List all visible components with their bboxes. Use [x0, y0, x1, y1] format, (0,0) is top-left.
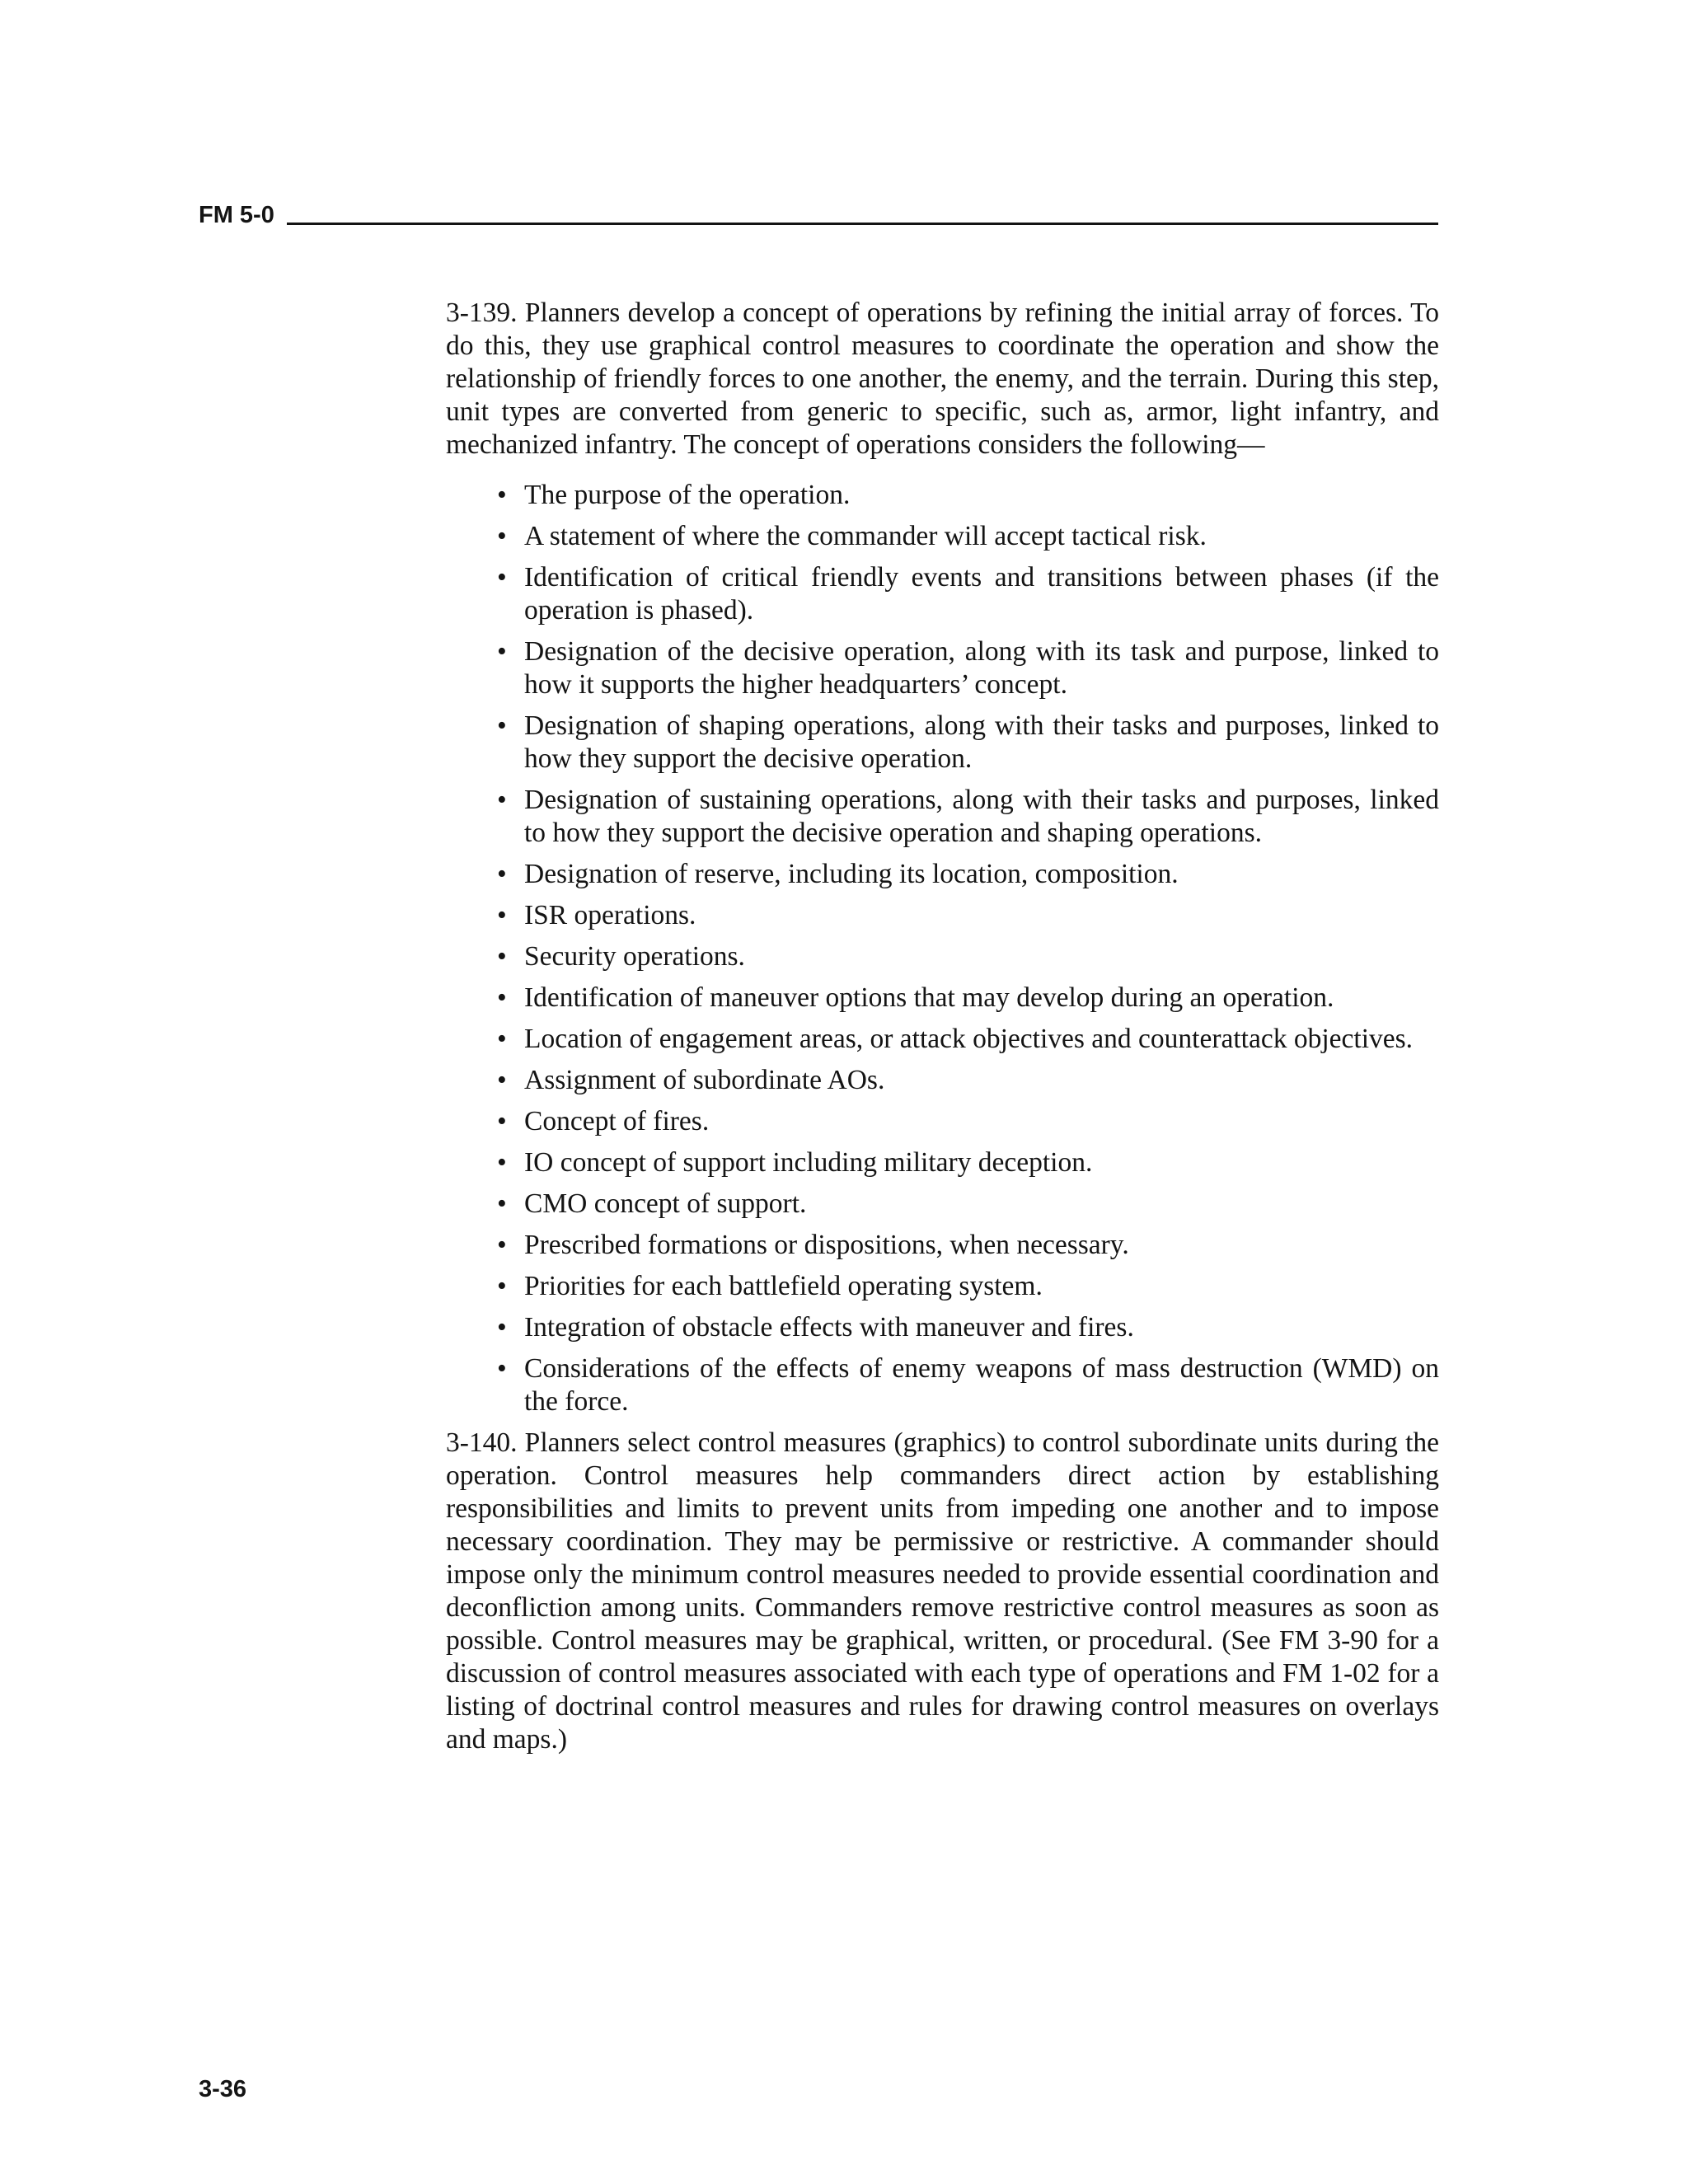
bullet-glyph: • — [497, 1106, 507, 1137]
paragraph-3-139: 3-139. Planners develop a concept of operations by refining the initial array of forces. To do this, they use graphical control measures to coordinate the operation and show the relationship of friendly forces to one another, the enemy, and the terrain. During this step, unit types are converted from generic to specific, such as, armor, light infantry, and mechanized infantry. The concept of operations considers the following— — [446, 298, 1439, 460]
list-item — [497, 710, 1439, 776]
bullet-glyph: • — [497, 1188, 507, 1219]
list-item-text: Prescribed formations or dispositions, when necessary. — [524, 1230, 1129, 1260]
bullet-glyph: • — [497, 521, 507, 551]
list-item — [497, 1229, 1439, 1262]
list-item — [497, 899, 1439, 932]
list-item-text: The purpose of the operation. — [524, 480, 851, 510]
list-item — [497, 1188, 1439, 1221]
list-item — [497, 479, 1439, 512]
list-item-text: ISR operations. — [524, 900, 696, 930]
list-item — [497, 1311, 1439, 1344]
bullet-glyph: • — [497, 1353, 507, 1384]
bullet-glyph: • — [497, 1147, 507, 1178]
document-id: FM 5-0 — [199, 202, 274, 228]
list-item-text: Security operations. — [524, 941, 745, 972]
list-item-text: Designation of the decisive operation, along with its task and purpose, linked to how it supports the higher headquarters’ concept. — [524, 636, 1439, 700]
bullet-glyph: • — [497, 1065, 507, 1095]
list-item-text: Designation of reserve, including its location, composition. — [524, 859, 1179, 889]
bullet-glyph: • — [497, 1271, 507, 1301]
list-item-text: Designation of shaping operations, along with their tasks and purposes, linked to how they support the decisive operation. — [524, 710, 1439, 774]
bullet-glyph: • — [497, 941, 507, 972]
list-item — [497, 940, 1439, 973]
bullet-glyph: • — [497, 859, 507, 889]
list-item-text: Designation of sustaining operations, along with their tasks and purposes, linked to how they support the decisive operation and shaping operations. — [524, 785, 1439, 848]
list-item — [497, 982, 1439, 1015]
list-item — [497, 1146, 1439, 1179]
list-item-text: A statement of where the commander will accept tactical risk. — [524, 521, 1207, 551]
list-item-text: Location of engagement areas, or attack objectives and counterattack objectives. — [524, 1024, 1414, 1054]
bullet-glyph: • — [497, 1312, 507, 1343]
body-text — [446, 297, 1439, 1756]
bullet-glyph: • — [497, 480, 507, 510]
list-item — [497, 1270, 1439, 1303]
list-item-text: Assignment of subordinate AOs. — [524, 1065, 885, 1095]
list-item — [497, 784, 1439, 850]
list-item-text: CMO concept of support. — [524, 1188, 807, 1219]
bullet-glyph: • — [497, 982, 507, 1013]
bullet-glyph: • — [497, 562, 507, 593]
header-rule — [287, 223, 1438, 225]
bullet-glyph: • — [497, 1024, 507, 1054]
bullet-glyph: • — [497, 636, 507, 667]
list-item-text: Identification of maneuver options that may develop during an operation. — [524, 982, 1334, 1013]
page-number: 3-36 — [199, 2076, 247, 2102]
bullet-glyph: • — [497, 785, 507, 815]
paragraph-3-140: 3-140. Planners select control measures (graphics) to control subordinate units during the operation. Control measures help commanders direct action by establishing responsibilities and limits to prevent units from impeding one another and to impose necessary coordination. They may be permissive or restrictive. A commander should impose only the minimum control measures needed to provide essential coordination and deconfliction among units. Commanders remove restrictive control measures as soon as possible. Control measures may be graphical, written, or procedural. (See FM 3-90 for a discussion of control measures associated with each type of operations and FM 1-02 for a listing of doctrinal control measures and rules for drawing control measures on overlays and maps.) — [446, 1427, 1439, 1755]
list-item — [497, 1064, 1439, 1097]
bullet-glyph: • — [497, 900, 507, 930]
concept-considerations-list — [446, 479, 1439, 1418]
list-item-text: Considerations of the effects of enemy weapons of mass destruction (WMD) on the force. — [524, 1353, 1439, 1417]
list-item — [497, 635, 1439, 701]
list-item-text: Integration of obstacle effects with maneuver and fires. — [524, 1312, 1134, 1343]
running-header — [199, 200, 1438, 230]
bullet-glyph: • — [497, 1230, 507, 1260]
bullet-glyph: • — [497, 710, 507, 741]
list-item — [497, 1105, 1439, 1138]
list-item — [497, 1352, 1439, 1418]
list-item-text: IO concept of support including military deception. — [524, 1147, 1093, 1178]
list-item-text: Concept of fires. — [524, 1106, 710, 1137]
list-item-text: Identification of critical friendly events and transitions between phases (if the operation is phased). — [524, 562, 1439, 626]
list-item — [497, 858, 1439, 891]
list-item-text: Priorities for each battlefield operating system. — [524, 1271, 1043, 1301]
list-item — [497, 561, 1439, 627]
list-item — [497, 520, 1439, 553]
list-item — [497, 1023, 1439, 1056]
